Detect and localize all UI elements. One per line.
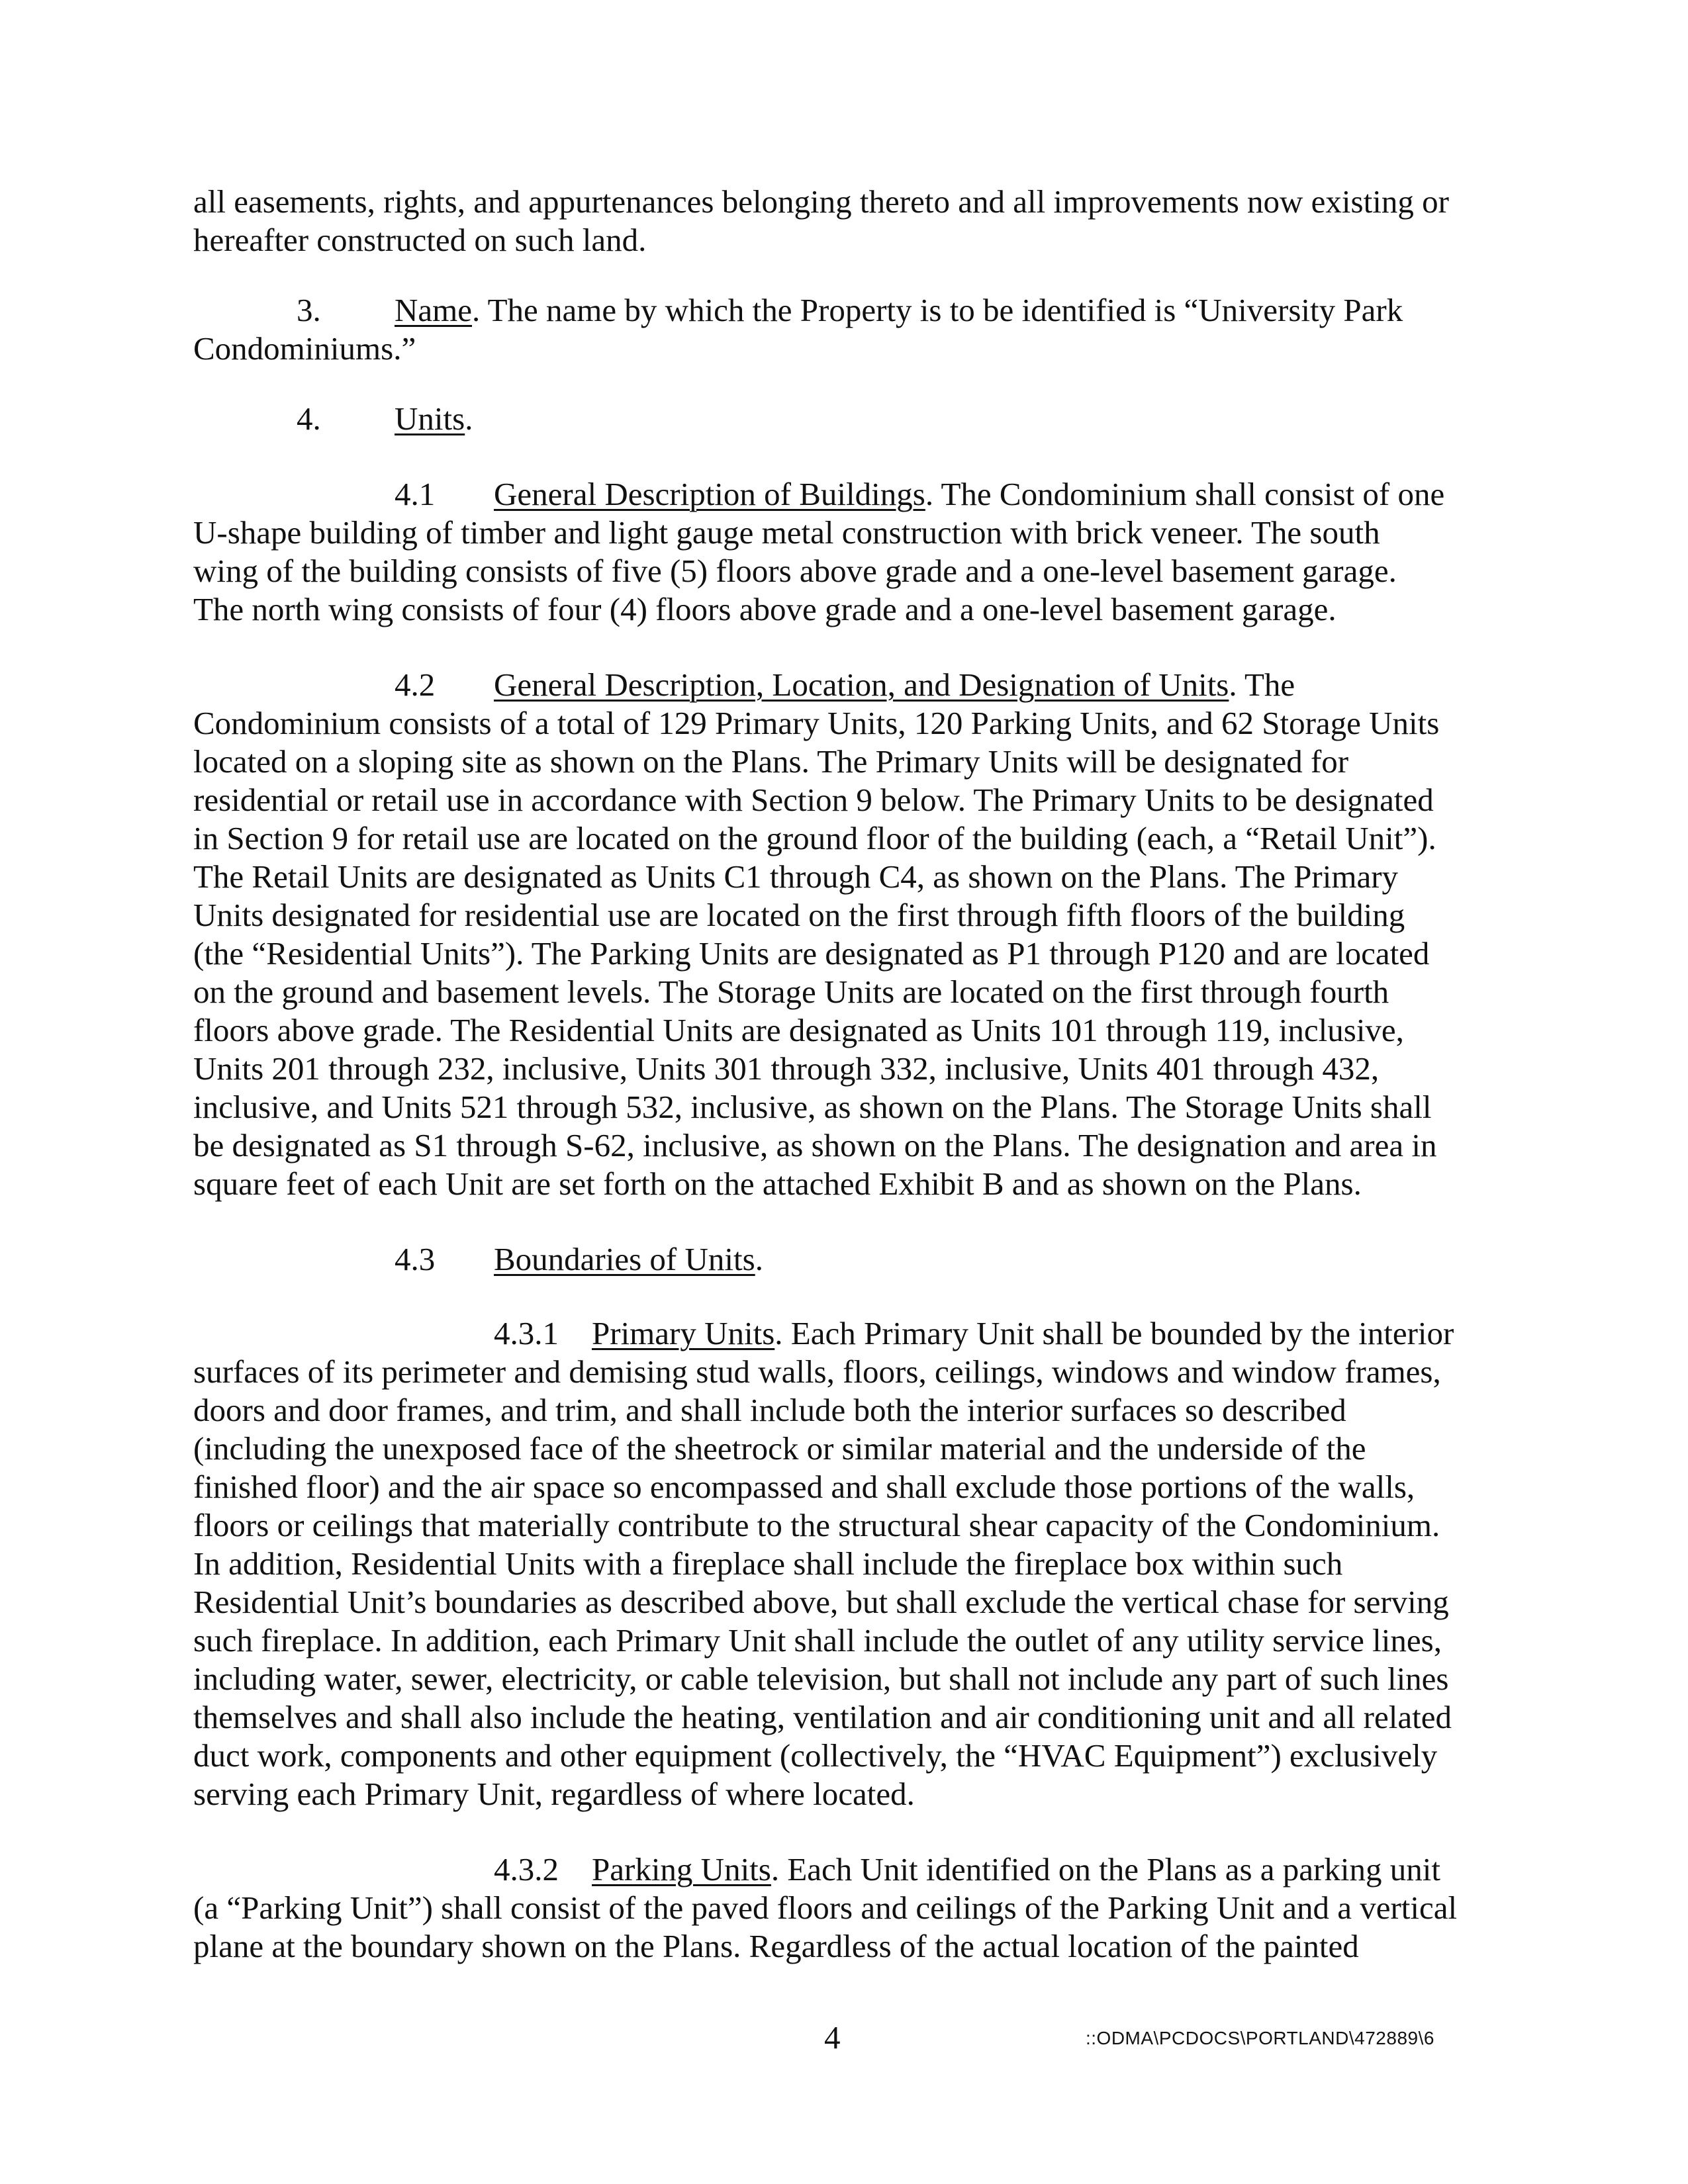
section-4-3-period: . [755, 1241, 763, 1277]
paragraph-line: Condominium consists of a total of 129 Primary Units, 120 Parking Units, and 62 Storage Units [193, 705, 1440, 741]
paragraph-line: located on a sloping site as shown on the Plans. The Primary Units will be designated for [193, 743, 1349, 780]
paragraph-line: duct work, components and other equipment (collectively, the “HVAC Equipment”) exclusively [193, 1737, 1438, 1774]
paragraph-line: wing of the building consists of five (5) floors above grade and a one-level basement garage. [193, 553, 1397, 589]
paragraph-line: on the ground and basement levels. The Storage Units are located on the first through fourth [193, 974, 1389, 1010]
section-4-3-1-heading [592, 1314, 1454, 1353]
section-4-1-number: 4.1 [395, 476, 436, 512]
paragraph-line: The north wing consists of four (4) floors above grade and a one-level basement garage. [193, 591, 1336, 627]
section-4-3-1-text: . Each Primary Unit shall be bounded by the interior [774, 1315, 1454, 1351]
paragraph-line: floors above grade. The Residential Units are designated as Units 101 through 119, inclusive, [193, 1012, 1404, 1048]
paragraph-line: doors and door frames, and trim, and shall include both the interior surfaces so described [193, 1392, 1346, 1428]
paragraph-line: such fireplace. In addition, each Primary Unit shall include the outlet of any utility service lines, [193, 1622, 1442, 1659]
section-4-2-title: General Description, Location, and Designation of Units [494, 666, 1229, 703]
section-4-3-2-number: 4.3.2 [494, 1851, 559, 1888]
section-4-3-heading [494, 1240, 763, 1279]
paragraph-line: Condominiums.” [193, 330, 416, 367]
paragraph-line: U-shape building of timber and light gauge metal construction with brick veneer. The south [193, 514, 1380, 551]
paragraph-line: square feet of each Unit are set forth on the attached Exhibit B and as shown on the Plans. [193, 1165, 1362, 1202]
section-4-3-title: Boundaries of Units [494, 1241, 755, 1277]
section-4-1-title: General Description of Buildings [494, 476, 925, 512]
paragraph-line: finished floor) and the air space so encompassed and shall exclude those portions of the walls, [193, 1469, 1415, 1505]
section-4-3-1-title: Primary Units [592, 1315, 775, 1351]
paragraph-line: all easements, rights, and appurtenances belonging thereto and all improvements now existing or [193, 183, 1449, 220]
paragraph-line: floors or ceilings that materially contribute to the structural shear capacity of the Condominium. [193, 1507, 1440, 1543]
paragraph-line: serving each Primary Unit, regardless of where located. [193, 1776, 915, 1812]
paragraph-line: be designated as S1 through S-62, inclusive, as shown on the Plans. The designation and area in [193, 1127, 1437, 1163]
section-4-period: . [465, 400, 473, 437]
paragraph-line: Units 201 through 232, inclusive, Units 301 through 332, inclusive, Units 401 through 432, [193, 1050, 1380, 1087]
page-number: 4 [824, 2019, 841, 2056]
section-4-3-2-text: . Each Unit identified on the Plans as a parking unit [771, 1851, 1440, 1888]
section-4-1-text: . The Condominium shall consist of one [925, 476, 1445, 512]
paragraph-line: (including the unexposed face of the sheetrock or similar material and the underside of the [193, 1430, 1366, 1467]
section-3-text: . The name by which the Property is to be identified is “University Park [472, 292, 1403, 328]
section-4-3-2-title: Parking Units [592, 1851, 771, 1888]
section-4-3-2-heading [592, 1850, 1440, 1889]
paragraph-line: In addition, Residential Units with a fireplace shall include the fireplace box within such [193, 1545, 1343, 1582]
section-3-number: 3. [297, 292, 321, 328]
paragraph-line: hereafter constructed on such land. [193, 222, 647, 258]
paragraph-line: residential or retail use in accordance with Section 9 below. The Primary Units to be designated [193, 782, 1434, 818]
paragraph-line: The Retail Units are designated as Units C1 through C4, as shown on the Plans. The Primary [193, 858, 1399, 895]
paragraph-line: Units designated for residential use are located on the first through fifth floors of the building [193, 897, 1405, 933]
paragraph-line: (the “Residential Units”). The Parking Units are designated as P1 through P120 and are located [193, 935, 1430, 972]
section-4-3-number: 4.3 [395, 1241, 436, 1277]
paragraph-line: including water, sewer, electricity, or cable television, but shall not include any part of such lines [193, 1661, 1449, 1697]
section-4-1-heading [494, 475, 1444, 514]
section-3-title: Name [395, 292, 472, 328]
paragraph-line: surfaces of its perimeter and demising stud walls, floors, ceilings, windows and window frames, [193, 1353, 1441, 1390]
paragraph-line: Residential Unit’s boundaries as described above, but shall exclude the vertical chase for serving [193, 1584, 1449, 1620]
section-4-heading [395, 400, 473, 438]
section-4-2-text: . The [1229, 666, 1295, 703]
paragraph-line: inclusive, and Units 521 through 532, inclusive, as shown on the Plans. The Storage Units shall [193, 1089, 1432, 1125]
section-4-number: 4. [297, 400, 321, 437]
paragraph-line: (a “Parking Unit”) shall consist of the paved floors and ceilings of the Parking Unit and a vertical [193, 1889, 1458, 1926]
document-path: ::ODMA\PCDOCS\PORTLAND\472889\6 [1086, 2028, 1434, 2048]
section-3-heading [395, 291, 1403, 330]
section-4-title: Units [395, 400, 465, 437]
section-4-2-heading [494, 666, 1295, 704]
section-4-3-1-number: 4.3.1 [494, 1315, 559, 1351]
paragraph-line: plane at the boundary shown on the Plans. Regardless of the actual location of the painted [193, 1928, 1359, 1964]
section-4-2-number: 4.2 [395, 666, 436, 703]
paragraph-line: in Section 9 for retail use are located on the ground floor of the building (each, a “Retail Unit”). [193, 820, 1436, 856]
paragraph-line: themselves and shall also include the heating, ventilation and air conditioning unit and all related [193, 1699, 1452, 1735]
